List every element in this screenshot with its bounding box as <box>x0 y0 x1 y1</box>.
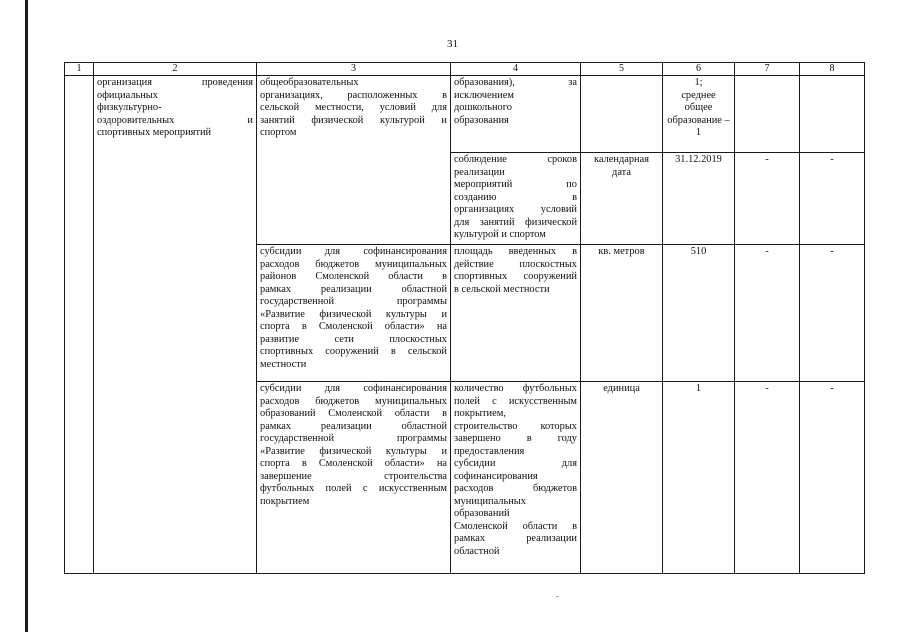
indicator-line: муниципальных <box>454 495 526 507</box>
document-table <box>64 62 865 574</box>
value-line: 1 <box>695 383 702 394</box>
unit-line: дата <box>612 166 631 178</box>
indicator-line: дошкольного <box>454 102 512 113</box>
measure-line: завершение строительства <box>260 470 447 482</box>
indicator-line: областной <box>454 545 500 557</box>
col8-cell <box>800 153 865 245</box>
indicator-line: образования <box>454 114 509 126</box>
indicator-line: культурой и спортом <box>454 229 546 240</box>
dash: - <box>830 246 834 257</box>
measure-cell <box>257 245 451 382</box>
col8-cell <box>800 245 865 382</box>
indicator-line: реализации <box>454 166 505 178</box>
col7-cell <box>735 76 800 153</box>
value-cell <box>663 382 735 574</box>
measure-line: футбольных полей с искусственным <box>260 483 447 494</box>
unit-cell <box>581 153 663 245</box>
measure-line: спортом <box>260 127 297 138</box>
event-line: оздоровительных и <box>97 114 253 126</box>
value-line: среднее <box>681 89 716 101</box>
measure-line: спорта в Смоленской области» на <box>260 458 447 469</box>
unit-value: кв. метров <box>598 246 645 257</box>
measure-line: государственной программы <box>260 433 447 444</box>
value-cell <box>663 245 735 382</box>
header-row <box>65 63 865 76</box>
event-line: организация проведения <box>97 77 253 88</box>
indicator-line: спортивных сооружений <box>454 271 577 282</box>
measure-line: субсидии для софинансирования <box>260 246 447 257</box>
value-line: 1 <box>695 127 702 138</box>
indicator-line: субсидии для <box>454 458 577 469</box>
col7-cell <box>735 153 800 245</box>
unit-value <box>581 76 662 77</box>
event-line: спортивных мероприятий <box>97 127 212 138</box>
unit-cell <box>581 76 663 153</box>
value-cell <box>663 76 735 153</box>
measure-line: рамках реализации областной <box>260 420 447 432</box>
scan-noise <box>556 596 559 597</box>
dash: - <box>765 246 769 257</box>
header-cell-2: 2 <box>94 63 257 76</box>
measure-line: спорта в Смоленской области» на <box>260 321 447 332</box>
col8-cell <box>800 382 865 574</box>
indicator-line: организациях условий <box>454 204 577 215</box>
measure-line: рамках реализации областной <box>260 283 447 295</box>
indicator-cell <box>451 245 581 382</box>
indicator-line: соблюдение сроков <box>454 154 577 165</box>
indicator-line: полей с искусственным <box>454 395 577 407</box>
indicator-line: строительство которых <box>454 420 577 432</box>
value-line: 1; <box>694 77 703 88</box>
indicator-cell <box>451 382 581 574</box>
indicator-line: образования), за <box>454 77 577 88</box>
indicator-line: созданию в <box>454 191 577 203</box>
header-cell-8: 8 <box>800 63 865 76</box>
measure-line: расходов бюджетов муниципальных <box>260 395 447 407</box>
measure-line: общеобразовательных <box>260 77 359 88</box>
scan-edge <box>25 0 28 632</box>
measure-line: развитие сети плоскостных <box>260 333 447 345</box>
index-cell <box>65 76 94 574</box>
value-line: 31.12.2019 <box>675 154 722 165</box>
measure-line: «Развитие физической культуры и <box>260 445 447 457</box>
measure-cell <box>257 76 451 245</box>
table-row <box>65 76 865 153</box>
indicator-cell <box>451 76 581 153</box>
event-line: физкультурно- <box>97 102 162 113</box>
indicator-line: в сельской местности <box>454 283 550 295</box>
col7-cell <box>735 245 800 382</box>
measure-line: «Развитие физической культуры и <box>260 308 447 320</box>
header-cell-4: 4 <box>451 63 581 76</box>
indicator-line: количество футбольных <box>454 383 577 394</box>
value-line: образование – <box>667 114 730 126</box>
measure-line: покрытием <box>260 495 310 507</box>
unit-cell <box>581 245 663 382</box>
page-number: 31 <box>447 38 458 50</box>
measure-line: государственной программы <box>260 296 447 307</box>
unit-cell <box>581 382 663 574</box>
col8-cell <box>800 76 865 153</box>
measure-line: местности <box>260 358 307 370</box>
indicator-line: Смоленской области в <box>454 520 577 532</box>
measure-line: районов Смоленской области в <box>260 271 447 282</box>
measure-cell <box>257 382 451 574</box>
event-name-cell <box>94 76 257 574</box>
col7-cell <box>735 382 800 574</box>
measure-line: спортивных сооружений в сельской <box>260 346 447 357</box>
dash: - <box>830 383 834 394</box>
header-cell-1: 1 <box>65 63 94 76</box>
indicator-cell <box>451 153 581 245</box>
value-cell <box>663 153 735 245</box>
event-line: официальных <box>97 89 158 101</box>
header-cell-5: 5 <box>581 63 663 76</box>
indicator-line: расходов бюджетов <box>454 483 577 494</box>
indicator-line: действие плоскостных <box>454 258 577 270</box>
indicator-line: предоставления <box>454 445 525 457</box>
indicator-line: исключением <box>454 89 514 101</box>
unit-line: календарная <box>594 154 649 165</box>
dash: - <box>765 383 769 394</box>
indicator-line: рамках реализации <box>454 533 577 544</box>
indicator-line: покрытием, <box>454 408 506 419</box>
indicator-line: образований <box>454 508 510 519</box>
indicator-line: мероприятий по <box>454 179 577 190</box>
measure-line: сельской местности, условий для <box>260 102 447 113</box>
measure-line: организациях, расположенных в <box>260 89 447 101</box>
measure-line: занятий физической культурой и <box>260 114 447 126</box>
indicator-line: для занятий физической <box>454 216 577 228</box>
value-line: общее <box>684 102 713 113</box>
value-line: 510 <box>690 246 707 257</box>
header-cell-7: 7 <box>735 63 800 76</box>
indicator-line: завершено в году <box>454 433 577 444</box>
indicator-line: площадь введенных в <box>454 246 577 257</box>
measure-line: образований Смоленской области в <box>260 408 447 419</box>
header-cell-6: 6 <box>663 63 735 76</box>
header-cell-3: 3 <box>257 63 451 76</box>
dash: - <box>765 154 769 165</box>
indicator-line: софинансирования <box>454 470 538 482</box>
measure-line: расходов бюджетов муниципальных <box>260 258 447 270</box>
dash: - <box>830 154 834 165</box>
measure-line: субсидии для софинансирования <box>260 383 447 394</box>
unit-value: единица <box>603 383 640 394</box>
